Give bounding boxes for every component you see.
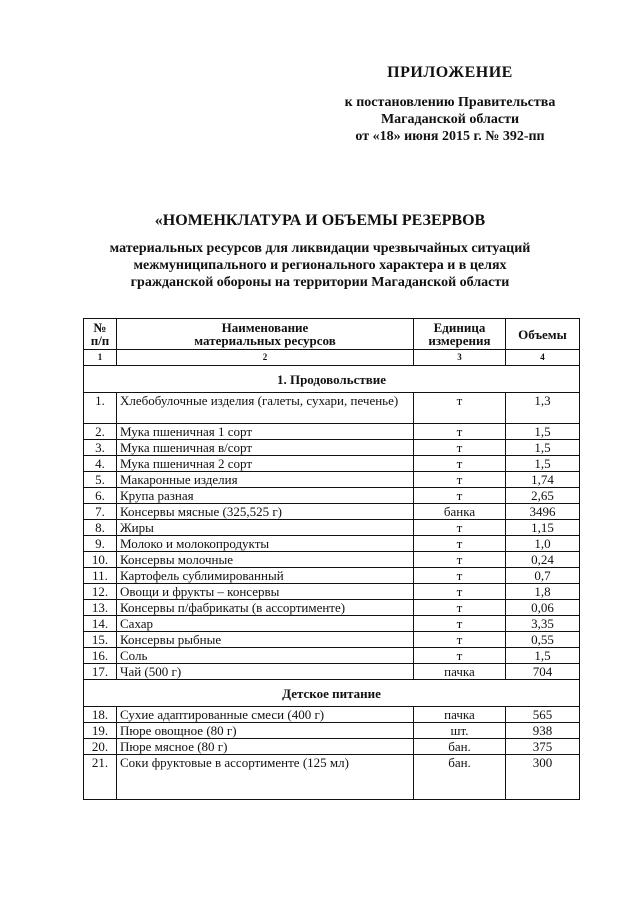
- header-volume: [506, 319, 580, 350]
- row-number: 4.: [84, 456, 117, 472]
- volume-value: 0,55: [506, 632, 580, 648]
- resource-name: Молоко и молокопродукты: [117, 536, 414, 552]
- unit-of-measure: т: [414, 424, 506, 440]
- unit-of-measure: т: [414, 648, 506, 664]
- resource-name: Мука пшеничная 2 сорт: [117, 456, 414, 472]
- resource-name: Консервы молочные: [117, 552, 414, 568]
- resource-name: Овощи и фрукты – консервы: [117, 584, 414, 600]
- resource-name: Пюре овощное (80 г): [117, 723, 414, 739]
- table-row: [84, 472, 580, 488]
- resource-name: Пюре мясное (80 г): [117, 739, 414, 755]
- resource-name: Соки фруктовые в ассортименте (125 мл): [117, 755, 414, 800]
- volume-value: 704: [506, 664, 580, 680]
- resource-name: Хлебобулочные изделия (галеты, сухари, печенье): [117, 393, 414, 424]
- unit-of-measure: т: [414, 393, 506, 424]
- header-unit-line1: Единица: [433, 320, 486, 335]
- appendix-title: ПРИЛОЖЕНИЕ: [387, 64, 513, 81]
- resource-name: Чай (500 г): [117, 664, 414, 680]
- row-number: 20.: [84, 739, 117, 755]
- table-row: [84, 723, 580, 739]
- unit-of-measure: бан.: [414, 739, 506, 755]
- table-row: [84, 584, 580, 600]
- table-row: [84, 568, 580, 584]
- header-name-line2: материальных ресурсов: [194, 333, 336, 348]
- table-row: [84, 664, 580, 680]
- unit-of-measure: т: [414, 632, 506, 648]
- table-row: [84, 739, 580, 755]
- resource-name: Консервы рыбные: [117, 632, 414, 648]
- document-subtitle-3: гражданской обороны на территории Магаданской области: [130, 275, 510, 290]
- table-row: [84, 616, 580, 632]
- header-num-line1: №: [93, 320, 107, 335]
- volume-value: 1,5: [506, 456, 580, 472]
- resource-name: Соль: [117, 648, 414, 664]
- resources-table: [83, 318, 580, 800]
- volume-value: 938: [506, 723, 580, 739]
- column-number: 4: [506, 350, 580, 366]
- table-header-row: [84, 319, 580, 350]
- resource-name: Жиры: [117, 520, 414, 536]
- unit-of-measure: т: [414, 472, 506, 488]
- unit-of-measure: банка: [414, 504, 506, 520]
- volume-value: 1,0: [506, 536, 580, 552]
- table-row: [84, 504, 580, 520]
- section-row: [84, 680, 580, 707]
- resource-name: Сухие адаптированные смеси (400 г): [117, 707, 414, 723]
- volume-value: 1,5: [506, 424, 580, 440]
- row-number: 11.: [84, 568, 117, 584]
- table-row: [84, 600, 580, 616]
- table-row: [84, 755, 580, 800]
- table-row: [84, 393, 580, 424]
- row-number: 17.: [84, 664, 117, 680]
- unit-of-measure: т: [414, 440, 506, 456]
- row-number: 1.: [84, 393, 117, 424]
- volume-value: 2,65: [506, 488, 580, 504]
- row-number: 21.: [84, 755, 117, 800]
- volume-value: 0,7: [506, 568, 580, 584]
- resource-name: Крупа разная: [117, 488, 414, 504]
- unit-of-measure: т: [414, 584, 506, 600]
- row-number: 14.: [84, 616, 117, 632]
- table-row: [84, 552, 580, 568]
- table-row: [84, 440, 580, 456]
- volume-value: 1,15: [506, 520, 580, 536]
- volume-value: 1,5: [506, 648, 580, 664]
- row-number: 10.: [84, 552, 117, 568]
- unit-of-measure: шт.: [414, 723, 506, 739]
- table-row: [84, 424, 580, 440]
- unit-of-measure: т: [414, 616, 506, 632]
- volume-value: 1,74: [506, 472, 580, 488]
- volume-value: 1,8: [506, 584, 580, 600]
- column-number-row: [84, 350, 580, 366]
- appendix-header: [300, 64, 600, 145]
- unit-of-measure: т: [414, 568, 506, 584]
- column-number: 1: [84, 350, 117, 366]
- column-number: 3: [414, 350, 506, 366]
- table-row: [84, 456, 580, 472]
- volume-value: 3496: [506, 504, 580, 520]
- row-number: 7.: [84, 504, 117, 520]
- row-number: 15.: [84, 632, 117, 648]
- volume-value: 0,06: [506, 600, 580, 616]
- document-subtitle-1: материальных ресурсов для ликвидации чрезвычайных ситуаций: [109, 241, 531, 256]
- volume-value: 300: [506, 755, 580, 800]
- unit-of-measure: т: [414, 600, 506, 616]
- row-number: 12.: [84, 584, 117, 600]
- row-number: 5.: [84, 472, 117, 488]
- table-row: [84, 707, 580, 723]
- header-volume-label: Объемы: [518, 326, 567, 342]
- header-num-line2: п/п: [90, 333, 110, 348]
- row-number: 19.: [84, 723, 117, 739]
- document-subtitle-2: межмуниципального и регионального характера и в целях: [133, 258, 507, 273]
- header-name-line1: Наименование: [221, 320, 309, 335]
- table-row: [84, 520, 580, 536]
- unit-of-measure: т: [414, 456, 506, 472]
- row-number: 18.: [84, 707, 117, 723]
- table-row: [84, 632, 580, 648]
- row-number: 13.: [84, 600, 117, 616]
- table-row: [84, 488, 580, 504]
- unit-of-measure: т: [414, 520, 506, 536]
- header-unit-line2: измерения: [428, 333, 491, 348]
- section-title: Детское питание: [84, 680, 580, 707]
- unit-of-measure: т: [414, 552, 506, 568]
- header-unit: [414, 319, 506, 350]
- unit-of-measure: т: [414, 488, 506, 504]
- unit-of-measure: бан.: [414, 755, 506, 800]
- section-title: 1. Продовольствие: [84, 366, 580, 393]
- decree-line-2: Магаданской области: [380, 112, 520, 127]
- table-body: [84, 366, 580, 800]
- document-title: «НОМЕНКЛАТУРА И ОБЪЕМЫ РЕЗЕРВОВ: [154, 212, 486, 229]
- volume-value: 375: [506, 739, 580, 755]
- unit-of-measure: пачка: [414, 707, 506, 723]
- resource-name: Консервы п/фабрикаты (в ассортименте): [117, 600, 414, 616]
- row-number: 6.: [84, 488, 117, 504]
- row-number: 3.: [84, 440, 117, 456]
- table-row: [84, 536, 580, 552]
- resource-name: Консервы мясные (325,525 г): [117, 504, 414, 520]
- row-number: 8.: [84, 520, 117, 536]
- volume-value: 565: [506, 707, 580, 723]
- table-row: [84, 648, 580, 664]
- volume-value: 1,5: [506, 440, 580, 456]
- resource-name: Картофель сублимированный: [117, 568, 414, 584]
- row-number: 16.: [84, 648, 117, 664]
- decree-line-1: к постановлению Правительства: [344, 95, 556, 110]
- column-number: 2: [117, 350, 414, 366]
- decree-line-3: от «18» июня 2015 г. № 392-пп: [355, 129, 545, 144]
- unit-of-measure: пачка: [414, 664, 506, 680]
- volume-value: 0,24: [506, 552, 580, 568]
- section-row: [84, 366, 580, 393]
- resource-name: Мука пшеничная 1 сорт: [117, 424, 414, 440]
- header-name: [117, 319, 414, 350]
- row-number: 9.: [84, 536, 117, 552]
- row-number: 2.: [84, 424, 117, 440]
- header-num: [84, 319, 117, 350]
- resource-name: Мука пшеничная в/сорт: [117, 440, 414, 456]
- resource-name: Сахар: [117, 616, 414, 632]
- resource-name: Макаронные изделия: [117, 472, 414, 488]
- unit-of-measure: т: [414, 536, 506, 552]
- volume-value: 1,3: [506, 393, 580, 424]
- volume-value: 3,35: [506, 616, 580, 632]
- document-heading: [70, 212, 570, 291]
